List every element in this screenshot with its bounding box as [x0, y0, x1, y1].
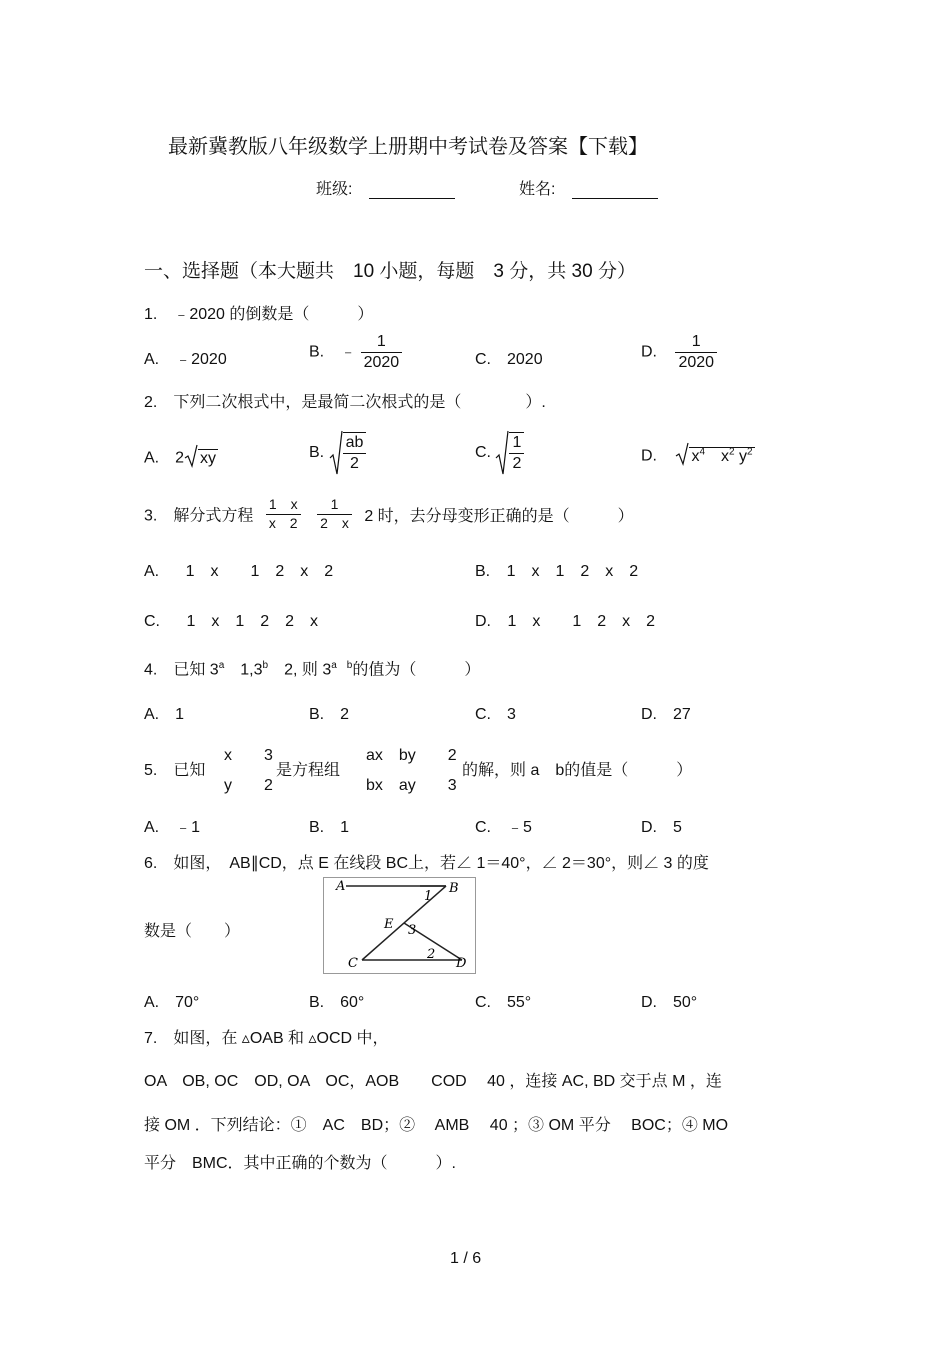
q2-option-c [475, 430, 524, 476]
q5-s1-bottom: y 2 [224, 777, 273, 794]
q3-f1-numerator: 1 x [266, 496, 301, 515]
question-7-line-2: OA OB, OC OD, OA OC，AOB COD 40 ，连接 AC, BD 交于点 M ，连 [144, 1073, 722, 1090]
q4-sup-c: a b [331, 660, 353, 671]
class-label: 班级: [316, 181, 353, 198]
q3-fraction-2 [317, 496, 352, 532]
q2-b-sqrt [329, 430, 367, 476]
q5-s1-top: x 3 [224, 747, 273, 764]
label-e: E [384, 917, 394, 932]
q4-sup-b: b [262, 660, 269, 671]
question-7-line-3: 接 OM ．下列结论：① AC BD；② AMB 40 ；③ OM 平分 BOC；④ MO [144, 1117, 729, 1134]
q2-option-d [641, 442, 755, 471]
q5-s2-bottom: bx ay 3 [366, 777, 457, 794]
q1-d-fraction [675, 332, 717, 373]
q3-c-label: C. [144, 613, 160, 630]
q2-c-numerator: 1 [509, 433, 524, 454]
question-7-line-1: 7. 如图，在 ▵OAB 和 ▵OCD 中， [144, 1030, 389, 1047]
q5-option-c: C. ﹣5 [475, 819, 532, 836]
q3-f2-numerator: 1 [317, 496, 352, 515]
name-field [519, 176, 658, 199]
q6-option-b: B. 60° [309, 994, 365, 1011]
q4-stem-a: 4. 已知 3 [144, 661, 219, 679]
q1-option-d [641, 332, 717, 373]
q2-b-numerator: ab [343, 433, 367, 454]
q5-suffix: 的解，则 a b的值是（ ） [462, 762, 693, 779]
q2-b-prefix: B. [309, 444, 325, 461]
q2-a-sqrt-icon [184, 444, 198, 473]
q2-d-prefix: D. [641, 447, 657, 465]
q1-b-prefix: B. ﹣ [309, 343, 357, 361]
q3-b-label: B. [475, 563, 491, 580]
q6-option-a: A. 70° [144, 994, 200, 1011]
q1-b-fraction [361, 332, 403, 373]
q5-prefix: 5. 已知 [144, 762, 206, 779]
q2-b-denominator: 2 [350, 455, 359, 472]
q3-option-b [475, 558, 638, 581]
q5-system-2 [366, 741, 457, 801]
q3-a-label: A. [144, 563, 160, 580]
q3-option-a [144, 558, 333, 581]
q2-c-sqrt [495, 430, 524, 476]
question-6-stem-cont: 数是（ ） [144, 923, 241, 940]
q4-stem-d: 的值为（ ） [352, 661, 481, 679]
q2-b-sqrt-icon [329, 430, 343, 476]
label-d: D [456, 956, 467, 971]
q5-option-a: A. ﹣1 [144, 819, 201, 836]
q4-stem-c: 2, 则 3 [268, 661, 332, 679]
q2-d-x: x [691, 447, 700, 465]
q6-option-c: C. 55° [475, 994, 532, 1011]
q2-c-prefix: C. [475, 444, 491, 461]
question-1-stem: 1. ﹣2020 的倒数是（ ） [144, 306, 374, 323]
q3-d-label: D. [475, 613, 491, 630]
q2-option-a [144, 444, 218, 473]
q4-stem-b: 1,3 [224, 661, 263, 679]
class-field [316, 176, 455, 199]
name-label: 姓名: [519, 181, 556, 198]
q5-s2-top: ax by 2 [366, 747, 457, 764]
q1-b-numerator: 1 [361, 332, 403, 353]
class-blank [369, 182, 455, 199]
question-7-line-4: 平分 BMC．其中正确的个数为（ ）. [144, 1155, 457, 1172]
label-b: B [449, 881, 459, 896]
q3-fraction-1 [266, 496, 301, 532]
question-6-stem: 6. 如图， AB∥CD，点 E 在线段 BC上，若∠ 1＝40°，∠ 2＝30°，则∠ 3 的度 [144, 855, 709, 872]
section-heading: 一、选择题（本大题共 10 小题，每题 3 分，共 30 分） [144, 261, 636, 282]
q3-f2-denominator: 2 x [320, 514, 349, 531]
label-c: C [348, 956, 358, 971]
q3-b-text: 1 x 1 2 x 2 [506, 563, 639, 580]
q3-option-c [144, 608, 318, 631]
q4-option-b: B. 2 [309, 706, 350, 723]
q3-c-text: 1 x 1 2 2 x [186, 613, 319, 630]
q3-f1-denominator: x 2 [268, 514, 298, 531]
q2-d-x2: x [721, 447, 730, 465]
label-angle-1: 1 [424, 889, 433, 904]
question-2-stem: 2. 下列二次根式中，是最简二次根式的是（ ）. [144, 394, 546, 411]
q2-d-exp1: 4 [699, 446, 706, 458]
q1-option-b [309, 332, 402, 373]
q4-option-c: C. 3 [475, 706, 516, 723]
q1-d-numerator: 1 [675, 332, 717, 353]
question-3-stem [144, 496, 634, 532]
q3-d-text: 1 x 1 2 x 2 [507, 613, 656, 630]
name-blank [572, 182, 658, 199]
q2-c-denominator: 2 [512, 455, 522, 472]
q5-mid: 是方程组 [276, 762, 341, 779]
q1-d-prefix: D. [641, 343, 657, 361]
q2-option-b [309, 430, 366, 476]
q4-option-d: D. 27 [641, 706, 691, 723]
q2-d-sqrt-icon [675, 442, 689, 471]
page-number: 1 / 6 [450, 1250, 482, 1267]
q1-d-denominator: 2020 [678, 354, 715, 371]
q6-option-d: D. 50° [641, 994, 698, 1011]
q4-sup-a: a [218, 660, 225, 671]
label-angle-2: 2 [427, 947, 436, 962]
label-angle-3: 3 [408, 923, 417, 938]
page-title: 最新冀教版八年级数学上册期中考试卷及答案【下载】 [168, 134, 648, 158]
q2-d-y: y [739, 447, 748, 465]
q2-d-exp3: 2 [747, 446, 753, 458]
q2-d-exp2: 2 [729, 446, 735, 458]
q3-stem-suffix: 2 时，去分母变形正确的是（ ） [364, 507, 634, 525]
question-4-stem [144, 656, 480, 679]
q5-system-1 [224, 741, 273, 801]
q5-option-d: D. 5 [641, 819, 682, 836]
label-a: A [336, 879, 346, 894]
geometry-figure [323, 877, 476, 974]
q5-option-b: B. 1 [309, 819, 350, 836]
q1-b-denominator: 2020 [363, 354, 400, 371]
q3-stem-prefix: 3. 解分式方程 [144, 507, 254, 525]
q2-c-sqrt-icon [495, 430, 509, 476]
q3-option-d [475, 608, 655, 631]
q3-a-text: 1 x 1 2 x 2 [185, 563, 334, 580]
q1-option-a: A. ﹣2020 [144, 351, 227, 368]
q2-a-radicand: xy [200, 449, 217, 467]
q1-option-c: C. 2020 [475, 351, 543, 368]
q2-a-prefix: A. 2 [144, 449, 185, 467]
q2-d-radicand [689, 447, 754, 465]
q4-option-a: A. 1 [144, 706, 185, 723]
